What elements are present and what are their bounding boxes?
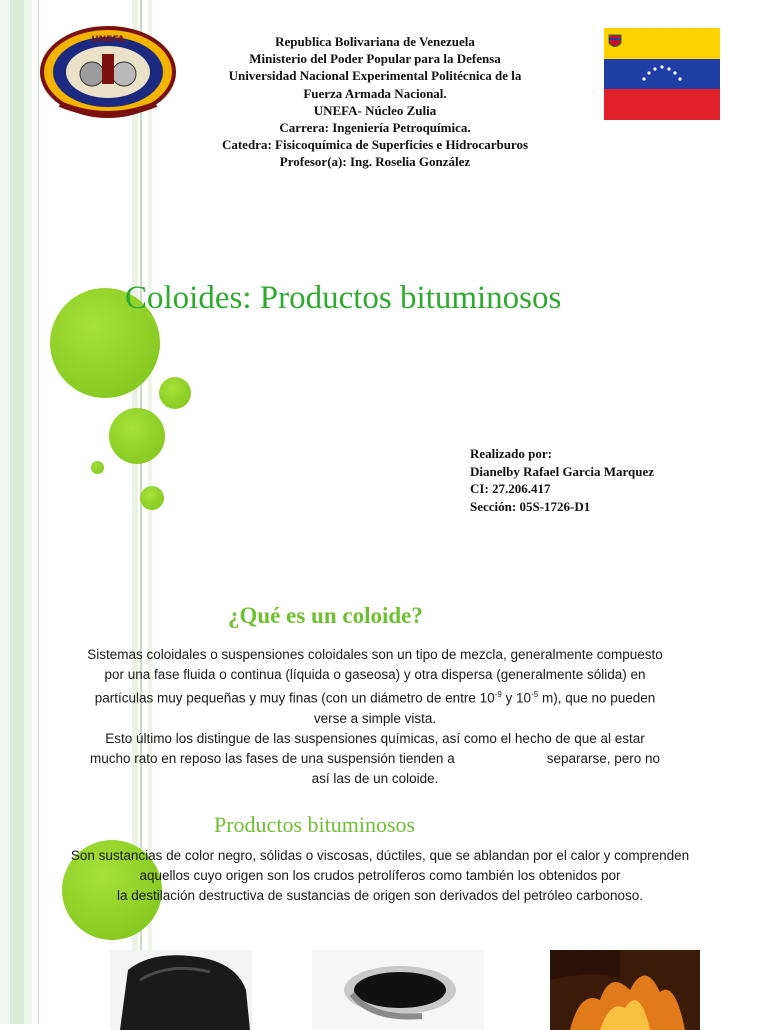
logo-text: UNEFA [91,35,124,45]
header-line: Profesor(a): Ing. Roselia González [190,153,560,170]
paragraph-line: la destilación destructiva de sustancias de origen son derivados del petróleo carbonoso. [20,886,740,906]
header-line: Ministerio del Poder Popular para la Defensa [190,50,560,67]
author-section: Sección: 05S-1726-D1 [470,498,654,516]
bitumen-photo [110,950,252,1030]
header-line: Catedra: Fisicoquímica de Superficies e Hidrocarburos [190,136,560,153]
decor-circle [109,408,165,464]
decor-circle [159,377,191,409]
tar-bucket-photo [312,950,484,1030]
institution-header [190,33,560,171]
coloide-heading: ¿Qué es un coloide? [228,603,423,629]
paragraph-line: Sistemas coloidales o suspensiones coloidales son un tipo de mezcla, generalmente compuesto [30,645,720,665]
productos-paragraph [20,846,740,906]
paragraph-line: Esto último los distingue de las suspensiones químicas, así como el hecho de que al estar [30,729,720,749]
productos-heading: Productos bituminosos [214,812,415,838]
coloide-paragraph [30,645,720,789]
header-line: Fuerza Armada Nacional. [190,85,560,102]
paragraph-line: por una fase fluida o continua (líquida o gaseosa) y otra dispersa (generalmente sólida) en [30,665,720,685]
burning-tar-photo [550,950,700,1030]
paragraph-line: partículas muy pequeñas y muy finas (con un diámetro de entre $10^{-9}$ y $10^{-5}$ m), que no pueden [30,685,720,709]
header-line: UNEFA- Núcleo Zulia [190,102,560,119]
decor-circle [91,461,104,474]
header-line: Republica Bolivariana de Venezuela [190,33,560,50]
header-line: Carrera: Ingeniería Petroquímica. [190,119,560,136]
page-title: Coloides: Productos bituminosos [125,280,665,317]
paragraph-line: Son sustancias de color negro, sólidas o viscosas, dúctiles, que se ablandan por el calor y comprenden [20,846,740,866]
coat-of-arms-icon [608,34,622,50]
paragraph-line: aquellos cuyo origen son los crudos petrolíferos como también los obtenidos por [20,866,740,886]
author-ci: CI: 27.206.417 [470,480,654,498]
venezuela-flag [604,28,720,120]
header-line: Universidad Nacional Experimental Politécnica de la [190,67,560,84]
paragraph-line: mucho rato en reposo las fases de una suspensión tienden a separarse, pero no [30,749,720,769]
paragraph-line: así las de un coloide. [30,769,720,789]
paragraph-line: verse a simple vista. [30,709,720,729]
author-name: Dianelby Rafael Garcia Marquez [470,463,654,481]
decor-circle [140,486,164,510]
unefa-logo [40,26,176,118]
author-label: Realizado por: [470,445,654,463]
author-block [470,445,654,515]
decor-stripe [0,0,10,1024]
